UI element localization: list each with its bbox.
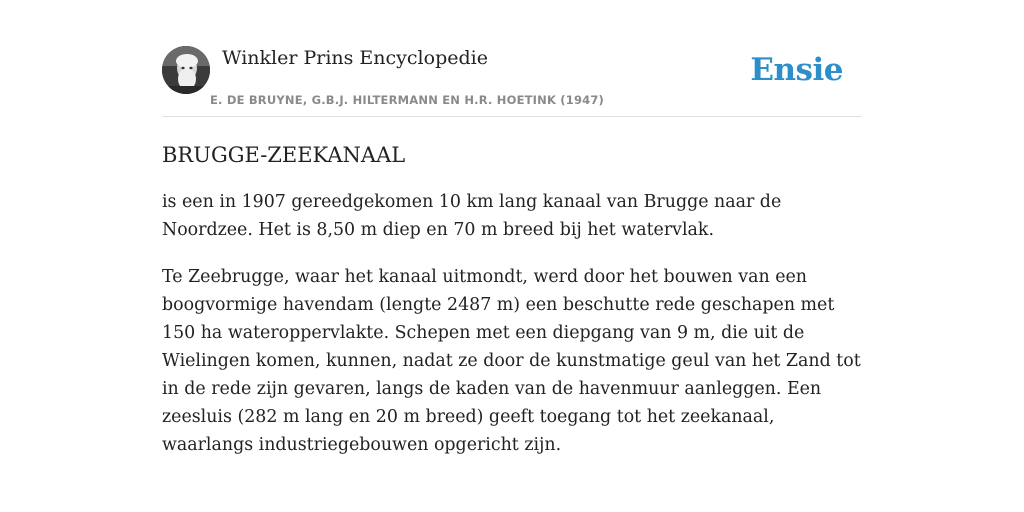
author-avatar[interactable] [162, 46, 210, 94]
source-title[interactable]: Winkler Prins Encyclopedie [222, 47, 488, 69]
source-authors: E. DE BRUYNE, G.B.J. HILTERMANN EN H.R. HOETINK (1947) [210, 93, 605, 107]
source-header [162, 46, 862, 117]
portrait-icon [162, 46, 210, 94]
article-paragraph-2: Te Zeebrugge, waar het kanaal uitmondt, werd door het bouwen van een boogvormige havendam (lengte 2487 m) een beschutte rede geschapen met 150 ha wateroppervlakte. Schepen met een diepgang van 9 m, die uit de Wielingen komen, kunnen, nadat ze door de kunstmatige geul van het Zand tot in de rede zijn gevaren, langs de kaden van de havenmuur aanleggen. Een zeesluis (282 m lang en 20 m breed) geeft toegang tot het zeekanaal, waarlangs industriegebouwen opgericht zijn. [162, 267, 861, 455]
article-paragraph-1: is een in 1907 gereedgekomen 10 km lang kanaal van Brugge naar de Noordzee. Het is 8,50 m diep en 70 m breed bij het watervlak. [162, 192, 782, 240]
ensie-logo[interactable]: Ensie [750, 52, 843, 88]
article [162, 140, 867, 478]
headword: BRUGGE-ZEEKANAAL [162, 143, 406, 167]
